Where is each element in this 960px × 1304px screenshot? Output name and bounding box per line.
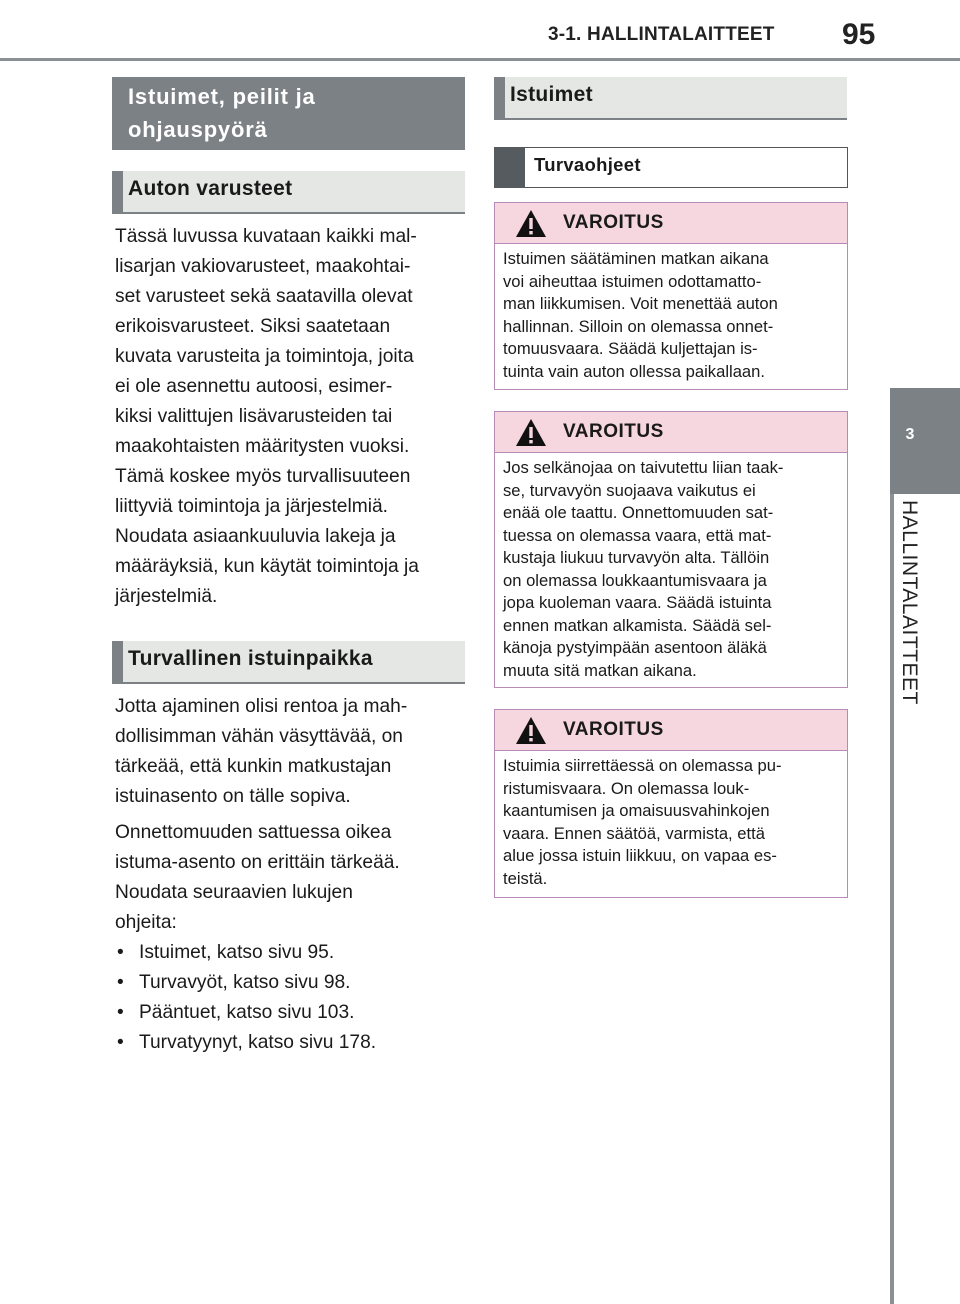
list-item: • Turvatyynyt, katso sivu 178. bbox=[115, 1028, 465, 1058]
header-rule bbox=[0, 58, 960, 61]
list-item: • Istuimet, katso sivu 95. bbox=[115, 938, 465, 968]
section-marker bbox=[112, 171, 123, 214]
list-item: • Turvavyöt, katso sivu 98. bbox=[115, 968, 465, 998]
subsection-marker bbox=[494, 147, 525, 188]
warning-header bbox=[495, 710, 847, 751]
warning-text: Jos selkänojaa on taivutettu liian taak- se, turvavyön suojaava vaikutus ei enää ole taattu. Onnettomuuden sat- tuessa on olemassa vaara, että mat- kustaja liukuu turvavyön alta. Tällöin on olemassa loukkaantumisvaara ja jopa kuoleman vaara. Säädä istuinta ennen matkan alkamista. Säädä sel- känoja pystyimpään asentoon äläkä muuta sitä matkan aikana. bbox=[503, 458, 784, 680]
warning-text: Istuimen säätäminen matkan aikana voi aiheuttaa istuimen odottamatto- man liikkumisen. Voit menettää auton hallinnan. Silloin on olemassa onnet- tomuusvaara. Säädä kuljettajan is- tuinta vain auton ollessa paikallaan. bbox=[503, 249, 778, 381]
warning-box bbox=[494, 202, 848, 390]
paragraph: Tässä luvussa kuvataan kaikki mal- lisarjan vakiovarusteet, maakohtai- set varusteet sekä saatavilla olevat erikoisvarusteet. Siksi saatetaan kuvata varusteita ja toimintoja, joita ei ole asennettu autoosi, esimer- kiksi valittujen lisävarusteiden tai maakohtaisten määritysten vuoksi. Tämä koskee myös turvallisuuteen liittyviä toimintoja ja järjestelmiä. Noudata asiaankuuluvia lakeja ja määräyksiä, kun käytät toimintoja ja järjestelmiä. bbox=[115, 226, 419, 607]
warning-header bbox=[495, 412, 847, 453]
subsection-title: Turvaohjeet bbox=[534, 154, 641, 175]
section-title: Turvallinen istuinpaikka bbox=[128, 647, 373, 670]
paragraph: Onnettomuuden sattuessa oikea istuma-asento on erittäin tärkeää. Noudata seuraavien lukujen ohjeita: bbox=[115, 822, 400, 933]
warning-title: VAROITUS bbox=[563, 719, 664, 740]
section-body bbox=[115, 692, 465, 1058]
warning-triangle-icon bbox=[515, 418, 547, 447]
running-head: 3-1. HALLINTALAITTEET bbox=[548, 24, 775, 45]
chapter-title-line: Istuimet, peilit ja bbox=[128, 84, 316, 109]
section-title: Auton varusteet bbox=[128, 177, 293, 200]
warning-box bbox=[494, 411, 848, 688]
section-title: Istuimet bbox=[510, 83, 593, 106]
warning-header bbox=[495, 203, 847, 244]
list-item: • Pääntuet, katso sivu 103. bbox=[115, 998, 465, 1028]
page-number: 95 bbox=[842, 18, 876, 51]
warning-title: VAROITUS bbox=[563, 421, 664, 442]
paragraph: Jotta ajaminen olisi rentoa ja mah- dollisimman vähän väsyttävää, on tärkeää, että kunkin matkustajan istuinasento on tälle sopiva. bbox=[115, 696, 408, 807]
chapter-title bbox=[128, 80, 458, 146]
chapter-side-tab-number: 3 bbox=[905, 426, 915, 443]
chapter-title-line: ohjauspyörä bbox=[128, 117, 268, 142]
reference-list bbox=[115, 938, 465, 1058]
warning-text: Istuimia siirrettäessä on olemassa pu- ristumisvaara. On olemassa louk- kaantumisen ja omaisuusvahinkojen vaara. Ennen säätöä, varmista, että alue jossa istuin liikkuu, on vapaa es- teistä. bbox=[503, 756, 782, 888]
warning-triangle-icon bbox=[515, 209, 547, 238]
side-rule bbox=[890, 494, 894, 1304]
warning-triangle-icon bbox=[515, 716, 547, 745]
section-marker bbox=[494, 77, 505, 120]
section-marker bbox=[112, 641, 123, 684]
warning-box bbox=[494, 709, 848, 898]
chapter-side-title: HALLINTALAITTEET bbox=[898, 500, 921, 705]
warning-title: VAROITUS bbox=[563, 212, 664, 233]
